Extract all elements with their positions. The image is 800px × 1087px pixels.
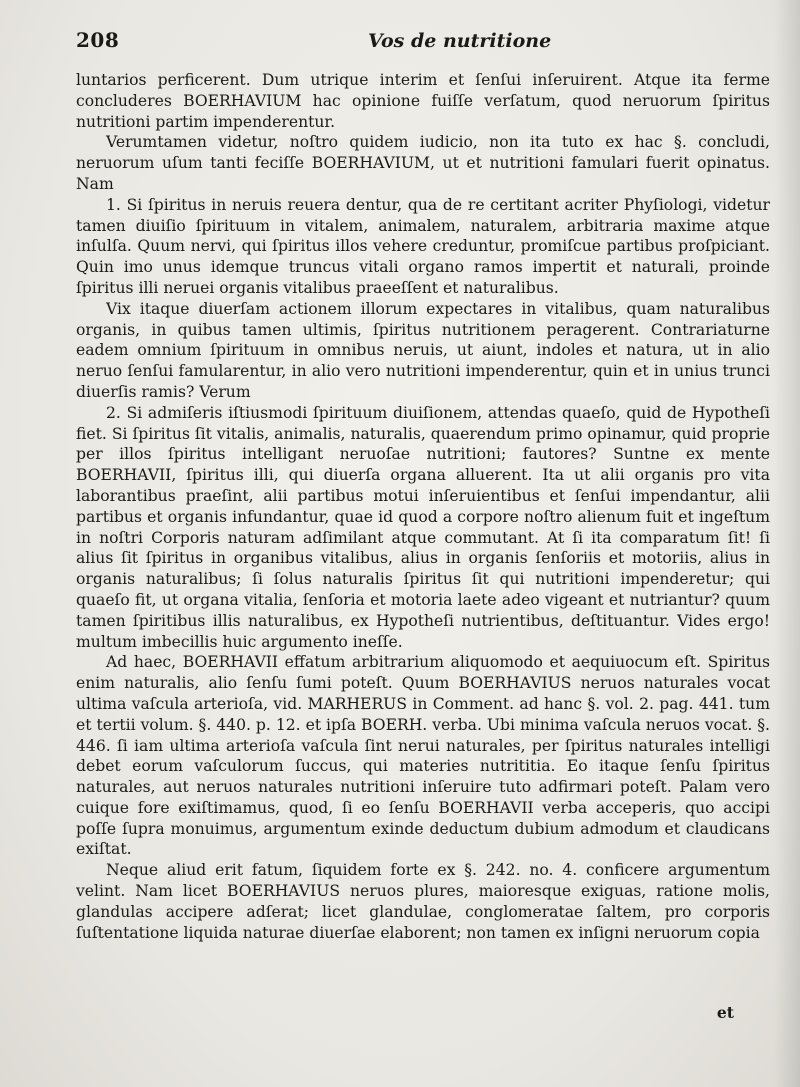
- page-edge-shadow: [774, 0, 800, 1087]
- paragraph-7: Neque aliud erit fatum, ſiquidem forte ex §. 242. no. 4. conficere argumentum velint. Nam licet BOERHAVIUS neruos plures, maioresque exiguas, ratione molis, glandulas accipere adſerat; licet glandulae, conglomeratae ſaltem, pro corporis ſuſtentatione liquida naturae diuerſae elaborent; non tamen ex inſigni neruorum copia: [76, 861, 770, 942]
- page-number: 208: [76, 28, 120, 52]
- paragraph-2: Verumtamen videtur, noſtro quidem iudicio, non ita tuto ex hac §. concludi, neruorum uſum tanti feciſſe BOERHAVIUM, ut et nutritioni famulari fuerit opinatus. Nam: [76, 133, 770, 193]
- paragraph-1: luntarios perficerent. Dum utrique interim et ſenſui inſeruirent. Atque ita ferme concluderes BOERHAVIUM hac opinione fuiſſe verſatum, quod neruorum ſpiritus nutritioni partim impenderentur.: [76, 71, 770, 131]
- body-text: [76, 70, 770, 943]
- page-header: [76, 28, 770, 70]
- catchword: et: [716, 1003, 734, 1022]
- paragraph-6: Ad haec, BOERHAVII effatum arbitrarium aliquomodo et aequiuocum eſt. Spiritus enim naturalis, alio ſenſu ſumi poteſt. Quum BOERHAVIUS neruos naturales vocat ultima vaſcula arterioſa, vid. MARHERUS in Comment. ad hanc §. vol. 2. pag. 441. tum et tertii volum. §. 440. p. 12. et ipſa BOERH. verba. Ubi minima vaſcula neruos vocat. §. 446. ſi iam ultima arterioſa vaſcula ſint nerui naturales, per ſpiritus naturales intelligi debet eorum vaſculorum ſuccus, qui materies nutrititia. Eo itaque ſenſu ſpiritus naturales, aut neruos naturales nutritioni inſeruire tuto adfirmari poteſt. Palam vero cuique fore exiſtimamus, quod, ſi eo ſenſu BOERHAVII verba acceperis, quo accipi poſſe ſupra monuimus, argumentum exinde deductum dubium admodum et claudicans exiſtat.: [76, 653, 770, 859]
- paragraph-3: 1. Si ſpiritus in neruis reuera dentur, qua de re certitant acriter Phyſiologi, videtur tamen diuiſio ſpirituum in vitalem, animalem, naturalem, arbitraria maxime atque inſulſa. Quum nervi, qui ſpiritus illos vehere creduntur, promiſcue partibus proſpiciant. Quin imo unus idemque truncus vitali organo ramos impertit et naturali, proinde ſpiritus illi neruei organis vitalibus praeeſſent et naturalibus.: [76, 195, 770, 297]
- running-head: Vos de nutritione: [368, 30, 552, 52]
- paragraph-4: Vix itaque diuerſam actionem illorum expectares in vitalibus, quam naturalibus organis, in quibus tamen ultimis, ſpiritus nutritionem peragerent. Contrariaturne eadem omnium ſpirituum in omnibus neruis, ut aiunt, indoles et natura, ut in alio neruo ſenſui famularentur, in alio vero nutritioni impenderentur, quin et in unius trunci diuerſis ramis? Verum: [76, 299, 770, 401]
- paragraph-5: 2. Si admiſeris iſtiusmodi ſpirituum diuiſionem, attendas quaeſo, quid de Hypotheſi fiet. Si ſpiritus ſit vitalis, animalis, naturalis, quaerendum primo opinamur, quid proprie per illos ſpiritus intelligant neruoſae nutritioni; fautores? Suntne ex mente BOERHAVII, ſpiritus illi, qui diuerſa organa alluerent. Ita ut alii organis pro vita laborantibus praeſint, alii partibus motui inſeruientibus et ſenſui impendantur, alii partibus et organis infundantur, quae id quod a corpore noſtro alienum fuit et ingeſtum in noſtri Corporis naturam adſimilant atque commutant. At ſi ita comparatum ſit! ſi alius ſit ſpiritus in organibus vitalibus, alius in organis ſenſoriis et motoriis, alius in organis naturalibus; ſi ſolus naturalis ſpiritus ſit qui nutritioni impenderetur; qui quaeſo fit, ut organa vitalia, ſenſoria et motoria laete adeo vigeant et nutriantur? quum tamen ſpiritibus illis naturalibus, ex Hypotheſi nutrientibus, deſtituantur. Vides ergo! multum imbecillis huic argumento ineſſe.: [76, 403, 770, 651]
